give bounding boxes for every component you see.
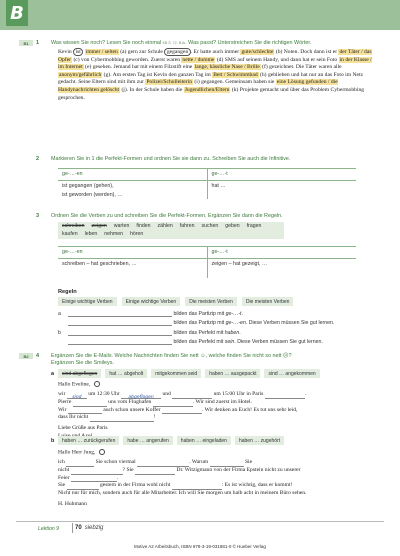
verb-chip[interactable]: habe … angerufen	[123, 436, 172, 445]
table-cell[interactable]	[207, 190, 357, 199]
table-cell[interactable]: ist geworden (werden), …	[62, 192, 123, 198]
instruction-text: . Was passt? Unterstreichen Sie die richtigen Wörter.	[185, 40, 312, 46]
header-bar	[0, 0, 400, 30]
verb-box-b	[58, 436, 318, 445]
answer-blank[interactable]	[68, 321, 172, 326]
exercise-paragraph: Kevin ist immer / selten (a) gern zur Schule gegangen . Er hatte auch immer gute/schlechte (b) Noten. Doch dann ist er der Täter / das Opfer (c) von Cybermobbing geworden. Zuerst waren nette / dumme (d) SMS auf seinem Handy, und dann hat er sein Foto in der Klasse / im Internet (e) gesehen. Jemand hat mit einem Filzstift eine lange, hässliche Nase / Brille (f) gezeichnet. Die Täter waren alle anonym/gefährlich (g). Am ersten Tag ist Kevin den ganzen Tag im Bett / Schwimmbad (h) geblieben und hat nur an das Foto im Netz gedacht. Seine Eltern sind mit ihm zur Polizei/Schulleiterin (i) gegangen. Gemeinsam haben sie eine Lösung gefunden / die Handynachrichten gelöscht (j). In der Schule haben die Jugendlichen/Eltern (k) Projekte gemacht und über das Problem Cybermobbing gesprochen.	[58, 49, 372, 101]
instruction-text: Ergänzen Sie die E-Mails. Welche Nachrichten finden Sie nett ☺, welche finden Sie nicht so nett ☹?	[51, 353, 292, 359]
rule-line: a bilden das Partizip mit ge-…-t.	[58, 311, 243, 317]
word-choice[interactable]: Jugendlichen/Eltern	[184, 86, 230, 93]
exercise-number: 1	[36, 40, 40, 46]
verb-chip[interactable]: haben … zugehört	[235, 436, 284, 445]
word-choice[interactable]: gute/schlechte	[241, 49, 274, 55]
answer-blank[interactable]	[265, 394, 305, 399]
rule-line: bilden das Perfekt mit sein. Diese Verben müssen Sie gut lernen.	[58, 339, 358, 345]
verb-chip: sind abgeflogen	[58, 369, 101, 378]
email-b: Hallo Herr Jung, ich Sie schon viermal . Warum Sie nicht ? Sie Dr. Witzigmann von der Firma Epstein nicht zu unserer Feier . Sie gestern in der Firma wohl nicht : Es ist wichtig, dass er kommt! Nicht nur für mich, sondern auch für alle Mitarbeiter. Ich will Sie morgen um halb acht in meinem Büro sehen. H. Huhmann	[58, 449, 368, 509]
answer-blank[interactable]	[71, 470, 123, 475]
table-header: ge-…-en	[62, 249, 83, 255]
rule-label-box	[58, 297, 318, 306]
email-signature: H. Huhmann	[58, 501, 87, 508]
instruction-text: Ergänzen Sie die Smileys.	[51, 360, 114, 366]
table-cell[interactable]: schreiben – hat geschrieben, …	[62, 261, 137, 267]
exercise-instruction	[51, 40, 381, 47]
circled-word[interactable]: gegangen	[164, 48, 190, 56]
table-header: ge-…-t	[207, 247, 357, 258]
word-item[interactable]: suchen	[201, 223, 219, 229]
answer-blank[interactable]	[90, 417, 154, 422]
page-number-digits: 70	[75, 525, 82, 531]
rule-letter: a	[58, 311, 61, 317]
email-text: Nicht nur für mich, sondern auch für alle Mitarbeiter. Ich will Sie morgen um halb acht in meinem Büro sehen.	[58, 490, 307, 497]
rule-label[interactable]: Die meisten Verben	[242, 297, 294, 306]
rule-letter: b	[58, 330, 61, 336]
rules-title: Regeln	[58, 289, 77, 295]
word-item[interactable]: zählen	[157, 223, 173, 229]
lesson-label: Lektion 9	[38, 526, 60, 532]
word-item[interactable]: fahren	[179, 223, 195, 229]
part-label: a	[51, 371, 54, 377]
exercise-instruction: Markieren Sie in 1 die Perfekt-Formen und ordnen Sie sie dann zu. Schreiben Sie auch die Infinitive.	[51, 156, 291, 162]
footer-divider	[16, 521, 384, 522]
word-choice[interactable]: eine Lösung gefunden / die Handynachrichten gelöscht	[58, 79, 338, 93]
rule-label[interactable]: Einige wichtige Verben	[58, 297, 117, 306]
word-choice[interactable]: der Täter / das Opfer	[58, 49, 372, 63]
answer-blank[interactable]	[162, 409, 202, 414]
part-label: b	[51, 438, 55, 444]
word-item[interactable]: fragen	[246, 223, 262, 229]
level-marker: B2	[19, 353, 33, 359]
exercise-number: 4	[36, 353, 40, 359]
word-choice[interactable]: lange, hässliche Nase / Brille	[194, 64, 260, 71]
verb-box-a	[58, 369, 358, 378]
verb-sort-table	[58, 246, 356, 278]
word-item[interactable]: nehmen	[104, 230, 124, 237]
answer-blank[interactable]	[68, 331, 172, 336]
word-choice[interactable]: in der Klasse / im Internet	[58, 56, 372, 71]
handwritten-answer[interactable]: sind	[72, 394, 82, 400]
rule-line: bilden das Partizip mit ge-…-en. Diese Verben müssen Sie gut lernen.	[58, 320, 358, 326]
table-cell[interactable]	[207, 269, 357, 278]
smiley-circle-icon[interactable]	[99, 449, 105, 455]
exercise-instruction: Ordnen Sie die Verben zu und schreiben Sie die Perfekt-Formen. Ergänzen Sie dann die Regeln.	[51, 213, 283, 219]
word-item[interactable]: leben	[84, 230, 98, 237]
verb-chip[interactable]: sind … angekommen	[264, 369, 319, 378]
word-choice[interactable]: Bett / Schwimmbad	[213, 71, 258, 78]
verb-chip[interactable]: mitgekommen seid	[151, 369, 201, 378]
word-choice[interactable]: Polizei/Schulleiterin	[146, 79, 192, 86]
table-cell[interactable]: zeigen – hat gezeigt, …	[207, 259, 357, 269]
word-item[interactable]: geben	[225, 223, 240, 229]
answer-blank[interactable]	[135, 470, 175, 475]
source-ref: KB S. 72, B1b	[162, 41, 186, 45]
verb-chip[interactable]: hat … abgeholt	[105, 369, 147, 378]
verb-chip[interactable]: haben … ausgepackt	[205, 369, 260, 378]
exercise-instruction	[51, 353, 381, 367]
word-item[interactable]: kaufen	[62, 230, 78, 237]
word-choice[interactable]: anonym/gefährlich	[59, 71, 102, 78]
answer-blank[interactable]	[68, 340, 172, 345]
page-number-word: siebzig	[84, 525, 104, 531]
word-item: schreiben	[62, 223, 85, 229]
table-cell[interactable]: ist gegangen (gehen),	[62, 183, 114, 189]
page-number	[75, 525, 103, 531]
verb-chip[interactable]: haben … eingeladen	[177, 436, 231, 445]
table-header: ge-…-en	[62, 171, 83, 177]
exercise-number: 2	[36, 156, 40, 162]
section-letter: B	[6, 0, 28, 26]
smiley-circle-icon[interactable]	[94, 381, 100, 387]
copyright-line: Motive A2 Arbeitsbuch, ISBN 978-3-19-031881-0 © Hueber Verlag	[134, 544, 266, 549]
answer-blank[interactable]	[68, 312, 172, 317]
rule-label[interactable]: Die meisten Verben	[185, 297, 237, 306]
table-header: ge-…-t	[207, 169, 357, 180]
email-closing: Liebe Grüße aus Paris	[58, 425, 108, 432]
rule-line: b bilden das Perfekt mit haben.	[58, 330, 241, 336]
word-item[interactable]: hören	[130, 230, 144, 237]
word-item[interactable]: finden	[136, 223, 151, 229]
handwritten-answer[interactable]: abgeflogen	[128, 394, 154, 400]
rule-label[interactable]: Einige wichtige Verben	[122, 297, 181, 306]
word-choice[interactable]: nette / dumme	[182, 56, 215, 63]
level-marker: B1	[19, 40, 33, 46]
word-choice[interactable]: immer / selten	[85, 49, 118, 55]
email-a: Hallo Eveline, wir sind um 12:30 Uhr abgeflogen und um 15:00 Uhr in Paris . Pierre uns vom Flughafen . Wir sind zuerst im Hotel. Wir auch schon unsere Koffer . Wir denken an Euch! Es tut uns sehr leid, dass Ihr nicht ! Liebe Grüße aus Paris	[58, 381, 368, 441]
instruction-text: Was wissen Sie noch? Lesen Sie noch einmal	[51, 40, 162, 46]
perfect-forms-table	[58, 168, 356, 199]
exercise-number: 3	[36, 213, 40, 219]
verb-chip[interactable]: haben … zurückgerufen	[58, 436, 119, 445]
word-item[interactable]: warten	[113, 223, 130, 229]
table-cell[interactable]	[58, 269, 207, 278]
table-cell[interactable]: hat …	[207, 181, 357, 190]
verb-word-box	[58, 222, 284, 239]
page-number-divider	[72, 523, 73, 533]
circled-word[interactable]: ist	[73, 48, 83, 56]
email-greeting: Hallo Herr Jung,	[58, 449, 96, 456]
word-item: zeigen	[91, 223, 107, 229]
email-greeting: Hallo Eveline,	[58, 381, 91, 388]
